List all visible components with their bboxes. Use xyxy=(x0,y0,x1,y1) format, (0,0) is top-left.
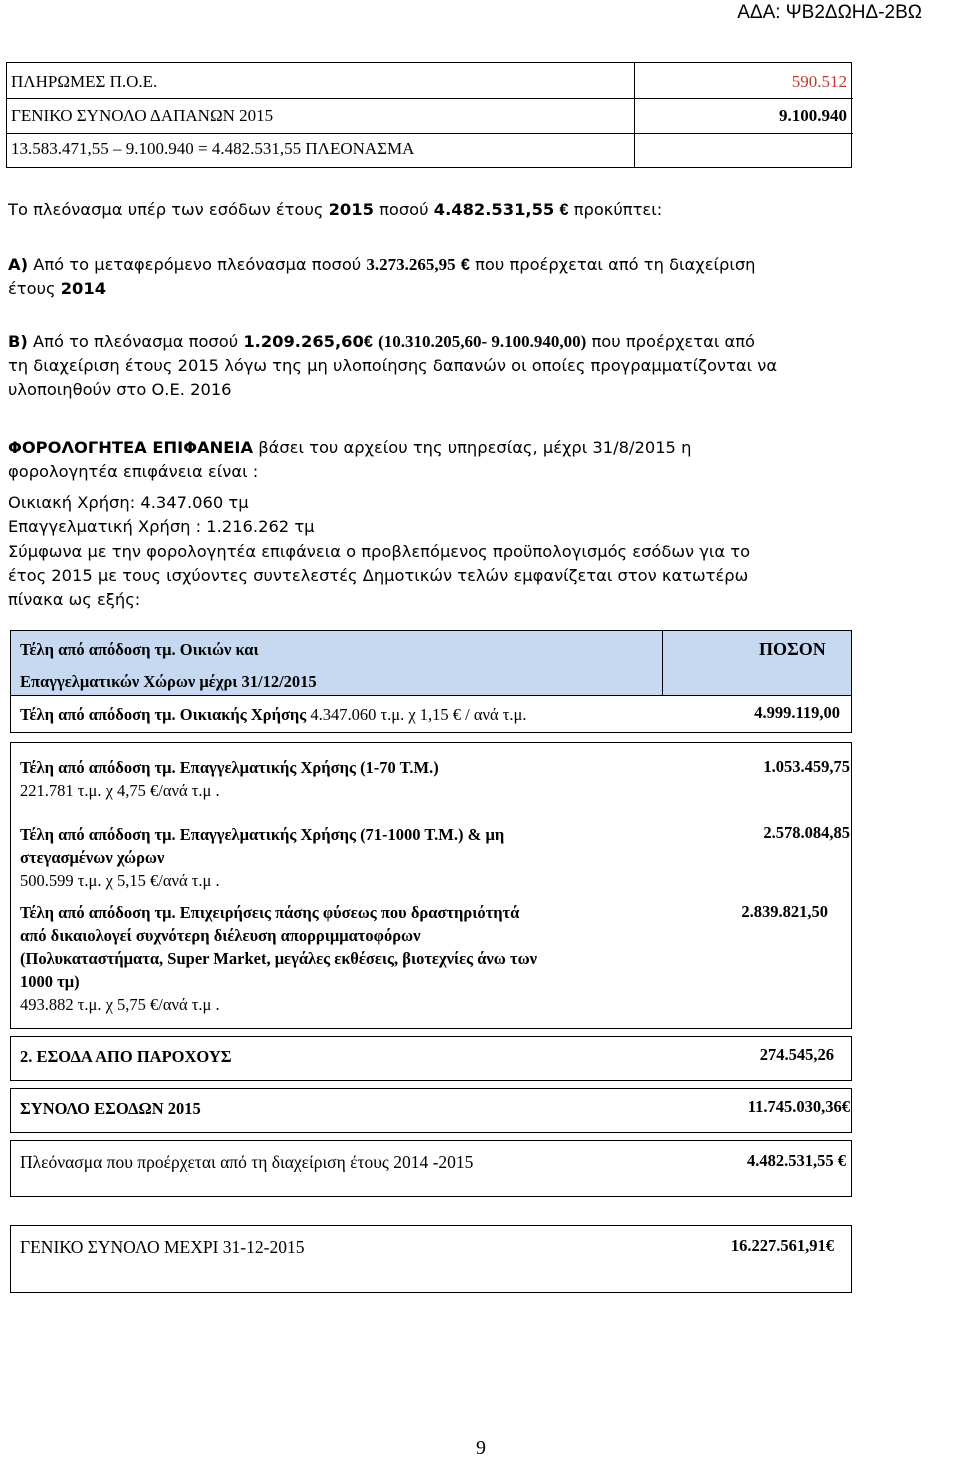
row3-label-1: Τέλη από απόδοση τμ. Επαγγελματικής Χρήσης (71-1000 Τ.Μ.) & μη xyxy=(20,825,505,844)
row1-label: Τέλη από απόδοση τμ. Οικιακής Χρήσης 4.347.060 τ.μ. χ 1,15 € / ανά τ.μ. xyxy=(20,705,527,724)
budget-intro: Σύμφωνα με την φορολογητέα επιφάνεια ο προβλεπόμενος προϋπολογισμός εσόδων για το έτος 2015 με τους ισχύοντες συντελεστές Δημοτικών τελών εμφανίζεται στον κατωτέρω πίνακα ως εξής: xyxy=(8,542,751,609)
payments-summary-table xyxy=(6,62,852,168)
row5-label: 2. ΕΣΟΔΑ ΑΠΟ ΠΑΡΟΧΟΥΣ xyxy=(20,1047,232,1066)
professional-area: Επαγγελματική Χρήση : 1.216.262 τμ xyxy=(8,517,315,536)
row8-amount: 16.227.561,91€ xyxy=(730,1236,834,1255)
surplus-part-a: Α) Από το μεταφερόμενο πλεόνασμα ποσού 3.273.265,95 € που προέρχεται από τη διαχείριση έτους 2014 xyxy=(8,255,756,298)
page-number: 9 xyxy=(476,1437,486,1459)
row1-amount: 4.999.119,00 xyxy=(754,703,840,722)
ada-code: ΑΔΑ: ΨΒ2ΔΩΗΔ-2ΒΩ xyxy=(737,2,922,23)
header-fees-line1: Τέλη από απόδοση τμ. Οικιών και xyxy=(20,640,259,659)
poe-payments-label: ΠΛΗΡΩΜΕΣ Π.Ο.Ε. xyxy=(11,72,158,91)
row2-calc: 221.781 τ.μ. χ 4,75 €/ανά τ.μ . xyxy=(20,781,220,800)
surplus-calculation: 13.583.471,55 – 9.100.940 = 4.482.531,55 ΠΛΕΟΝΑΣΜΑ xyxy=(11,139,415,158)
row7-label: Πλεόνασμα που προέρχεται από τη διαχείριση έτους 2014 -2015 xyxy=(20,1152,474,1172)
row4-label-1: Τέλη από απόδοση τμ. Επιχειρήσεις πάσης φύσεως που δραστηριότητά xyxy=(20,903,520,922)
row6-label: ΣΥΝΟΛΟ ΕΣΟΔΩΝ 2015 xyxy=(20,1099,201,1118)
row4-label-4: 1000 τμ) xyxy=(20,972,80,991)
tax-area-section: ΦΟΡΟΛΟΓΗΤΕΑ ΕΠΙΦΑΝΕΙΑ βάσει του αρχείου της υπηρεσίας, μέχρι 31/8/2015 η φορολογητέα επιφάνεια είναι : xyxy=(8,438,692,481)
total-expenses-value: 9.100.940 xyxy=(779,106,847,125)
row7-amount: 4.482.531,55 € xyxy=(747,1151,846,1170)
row2-label: Τέλη από απόδοση τμ. Επαγγελματικής Χρήσης (1-70 Τ.Μ.) xyxy=(20,758,439,777)
row3-label-2: στεγασμένων χώρων xyxy=(20,848,165,867)
row8-label: ΓΕΝΙΚΟ ΣΥΝΟΛΟ ΜΕΧΡΙ 31-12-2015 xyxy=(20,1237,305,1257)
total-expenses-label: ΓΕΝΙΚΟ ΣΥΝΟΛΟ ΔΑΠΑΝΩΝ 2015 xyxy=(11,106,274,125)
row3-amount: 2.578.084,85 xyxy=(763,823,850,842)
row2-amount: 1.053.459,75 xyxy=(763,757,850,776)
surplus-part-b: Β) Από το πλεόνασμα ποσού 1.209.265,60€ (10.310.205,60- 9.100.940,00) που προέρχεται από τη διαχείριση έτους 2015 λόγω της μη υλοποίησης δαπανών οι οποίες προγραμματίζονται να υλοποιηθούν στο Ο.Ε. 2016 xyxy=(8,332,778,399)
row6-amount: 11.745.030,36€ xyxy=(747,1097,850,1116)
row4-label-3: (Πολυκαταστήματα, Super Market, μεγάλες εκθέσεις, βιοτεχνίες άνω των xyxy=(20,949,538,968)
header-fees-line2: Επαγγελματικών Χώρων μέχρι 31/12/2015 xyxy=(20,672,317,691)
row5-amount: 274.545,26 xyxy=(759,1045,834,1064)
poe-payments-value: 590.512 xyxy=(791,72,847,91)
row3-calc: 500.599 τ.μ. χ 5,15 €/ανά τ.μ . xyxy=(20,871,220,890)
row4-label-2: από δικαιολογεί συχνότερη διέλευση απορριμματοφόρων xyxy=(20,926,421,945)
residential-area: Οικιακή Χρήση: 4.347.060 τμ xyxy=(8,493,249,512)
surplus-intro: Το πλεόνασμα υπέρ των εσόδων έτους 2015 ποσού 4.482.531,55 € προκύπτει: xyxy=(8,200,663,219)
row4-calc: 493.882 τ.μ. χ 5,75 €/ανά τ.μ . xyxy=(20,995,220,1014)
row4-amount: 2.839.821,50 xyxy=(741,902,828,921)
header-amount: ΠΟΣΟΝ xyxy=(759,639,826,659)
